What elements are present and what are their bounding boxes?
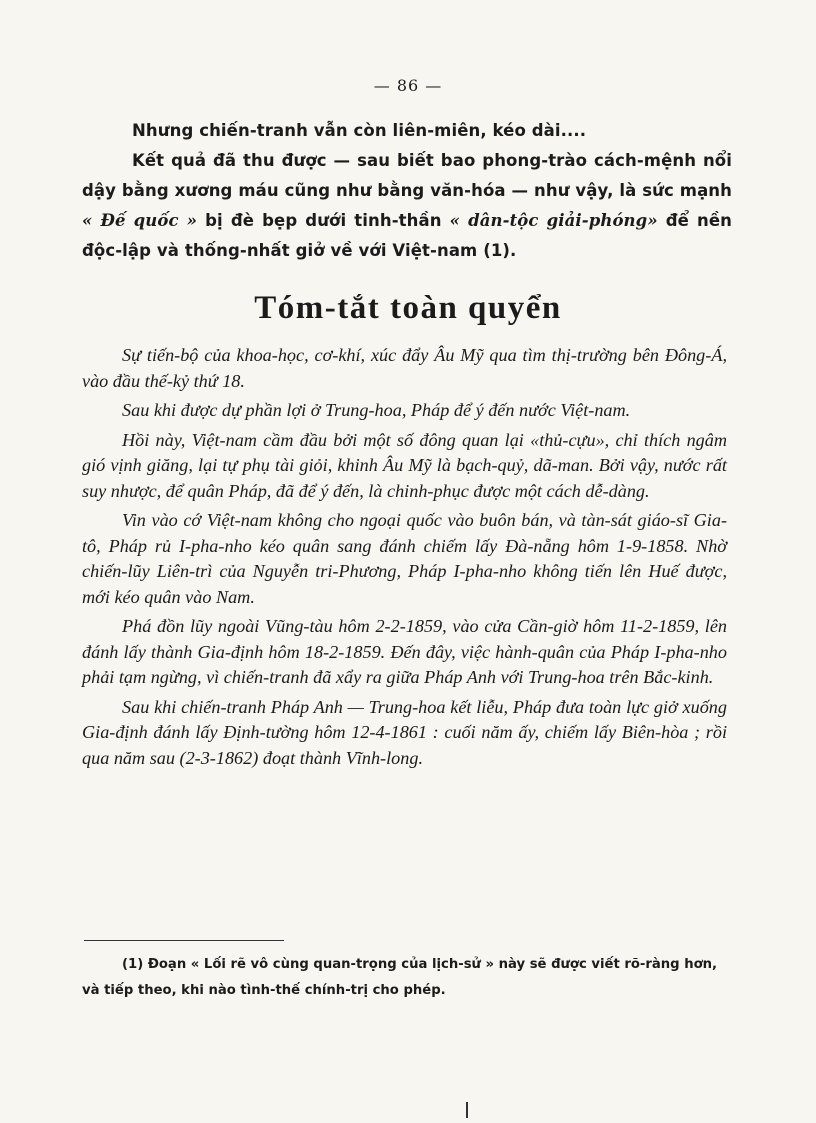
summary-text: [82, 343, 727, 775]
summary-paragraph: Sau khi được dự phần lợi ở Trung-hoa, Pháp để ý đến nước Việt-nam.: [122, 400, 631, 420]
intro-p2-emphasis-1: « Đế quốc »: [82, 211, 198, 230]
footnote-text: (1) Đoạn « Lối rẽ vô cùng quan-trọng của lịch-sử » này sẽ được viết rõ-ràng hơn, và tiếp theo, khi nào tình-thế chính-trị cho phép.: [82, 957, 718, 998]
intro-p2-part-b: bị đè bẹp dưới tinh-thần: [197, 211, 450, 230]
intro-paragraph-2: [82, 146, 732, 266]
intro-p2-part-a: Kết quả đã thu được — sau biết bao phong-trào cách-mệnh nổi dậy bằng xương máu cũng như bằng văn-hóa — như vậy, là sức mạnh: [82, 151, 732, 200]
summary-paragraph: Vin vào cớ Việt-nam không cho ngoại quốc vào buôn bán, và tàn-sát giáo-sĩ Gia-tô, Pháp rủ I-pha-nho kéo quân sang đánh chiếm lấy Đà-nẵng hôm 1-9-1858. Nhờ chiến-lũy Liên-trì của Nguyễn tri-Phương, Pháp I-pha-nho không tiến lên Huế được, mới kéo quân vào Nam.: [82, 510, 727, 607]
intro-p2-part-c: để nền độc-lập và thống-nhất giở về với Việt-nam (1).: [82, 211, 732, 260]
summary-paragraph: Sự tiến-bộ của khoa-học, cơ-khí, xúc đẩy Âu Mỹ qua tìm thị-trường bên Đông-Á, vào đầu thế-kỷ thứ 18.: [82, 345, 727, 391]
summary-paragraph: Hồi này, Việt-nam cầm đầu bởi một số đông quan lại «thủ-cựu», chỉ thích ngâm gió vịnh giăng, lại tự phụ tài giỏi, khinh Âu Mỹ là bạch-quỷ, dã-man. Bởi vậy, nước rất suy nhược, để quân Pháp, đã để ý đến, là chinh-phục được một cách dễ-dàng.: [82, 429, 727, 501]
summary-paragraph: Sau khi chiến-tranh Pháp Anh — Trung-hoa kết liễu, Pháp đưa toàn lực giở xuống Gia-định đánh lấy Định-tường hôm 12-4-1861 : cuối năm ấy, chiếm lấy Biên-hòa ; rồi qua năm sau (2-3-1862) đoạt thành Vĩnh-long.: [82, 696, 727, 768]
intro-line-1: Nhưng chiến-tranh vẫn còn liên-miên, kéo dài....: [132, 121, 587, 140]
section-title: Tóm-tắt toàn quyển: [254, 290, 562, 326]
page-mark: [466, 1102, 468, 1118]
summary-paragraph: Phá đồn lũy ngoài Vũng-tàu hôm 2-2-1859, vào cửa Cần-giờ hôm 11-2-1859, lên đánh lấy thành Gia-định hôm 18-2-1859. Đến đây, việc hành-quân của Pháp I-pha-nho phải tạm ngừng, vì chiến-tranh đã xẩy ra giữa Pháp Anh với Trung-hoa trên Bắc-kinh.: [82, 616, 727, 687]
intro-text: [82, 116, 732, 266]
footnote-divider: [84, 940, 284, 941]
page-number: — 86 —: [373, 76, 443, 95]
footnote: [82, 952, 732, 1004]
intro-p2-emphasis-2: « dân-tộc giải-phóng»: [449, 211, 658, 230]
